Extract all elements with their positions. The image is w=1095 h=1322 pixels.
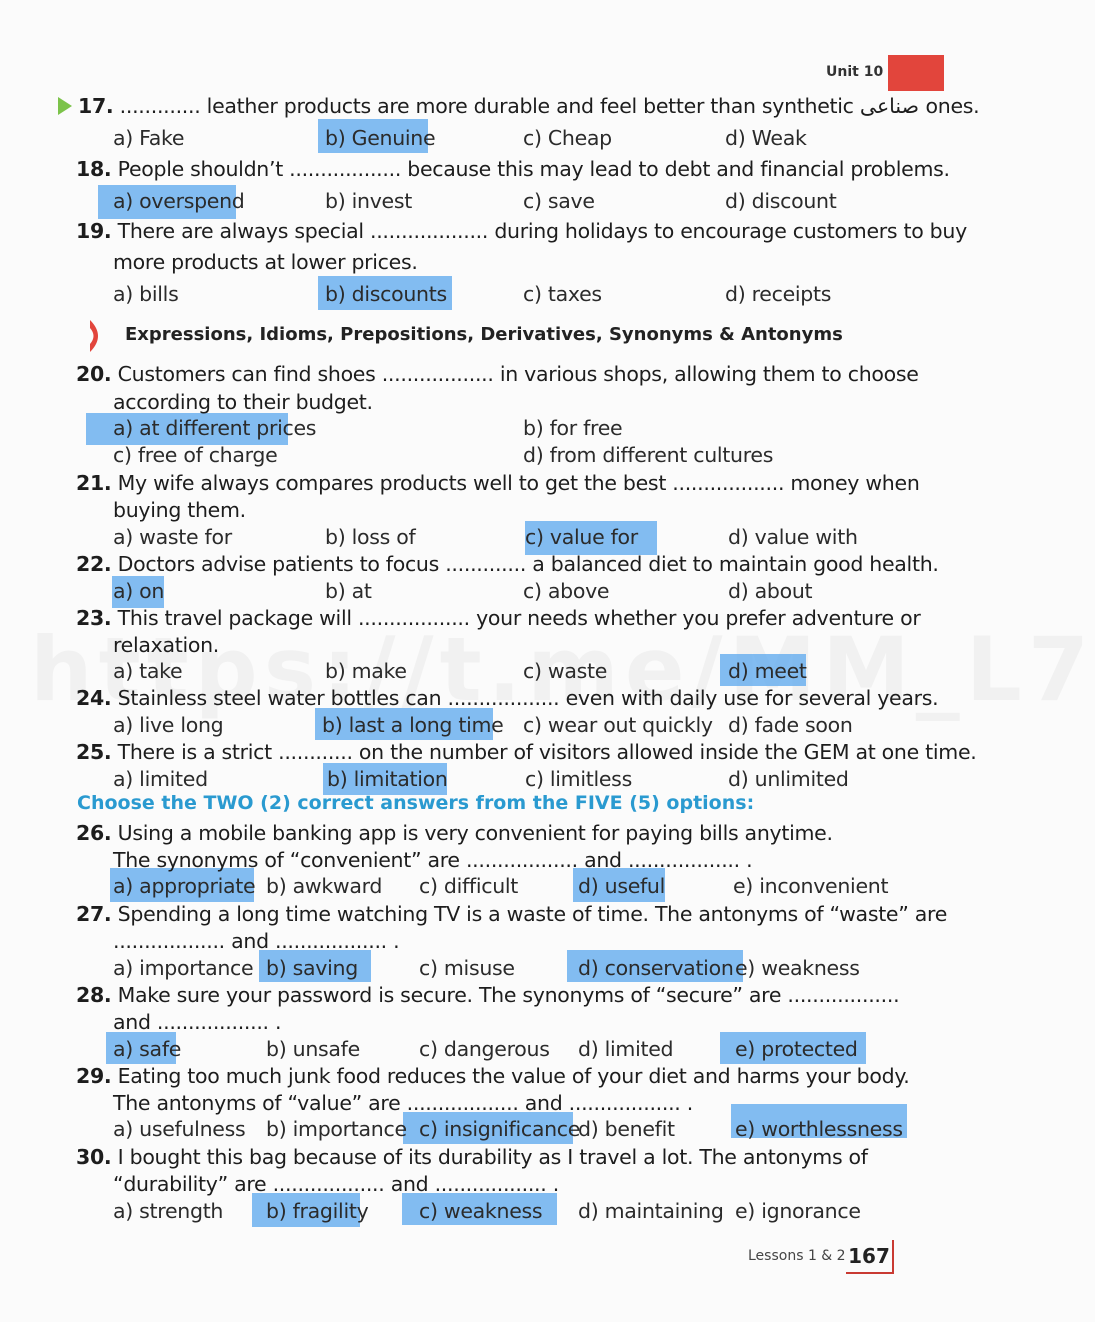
question-text: People shouldn’t .................. because this may lead to debt and financial problems. — [117, 157, 950, 181]
option-a: a) limited — [113, 767, 208, 791]
option-b: b) at — [325, 579, 372, 603]
option-a: a) overspend — [113, 189, 245, 213]
question-text-line2: more products at lower prices. — [113, 250, 418, 274]
option-c: c) misuse — [419, 956, 515, 980]
question-21 — [76, 471, 920, 495]
question-22 — [76, 552, 939, 576]
question-text: Spending a long time watching TV is a waste of time. The antonyms of “waste” are — [117, 902, 948, 926]
option-d: d) meet — [728, 659, 807, 683]
option-c: c) free of charge — [113, 443, 278, 467]
section-title: Expressions, Idioms, Prepositions, Derivatives, Synonyms & Antonyms — [125, 324, 843, 345]
option-a: a) Fake — [113, 126, 185, 150]
option-e: e) ignorance — [735, 1199, 861, 1223]
option-d: d) about — [728, 579, 813, 603]
option-a: a) on — [113, 579, 165, 603]
option-c: c) waste — [523, 659, 608, 683]
question-25 — [76, 740, 976, 764]
option-c: c) above — [523, 579, 610, 603]
option-b: b) discounts — [325, 282, 447, 306]
question-text: This travel package will .................. your needs whether you prefer adventure or — [117, 606, 921, 630]
option-a: a) appropriate — [113, 874, 256, 898]
section-bracket-icon — [88, 318, 106, 354]
option-d: d) maintaining — [578, 1199, 724, 1223]
option-a: a) waste for — [113, 525, 232, 549]
question-text: ............. leather products are more durable and feel better than synthetic صناعى ones. — [119, 94, 980, 118]
question-text-line2: The antonyms of “value” are .................. and .................. . — [113, 1091, 693, 1115]
option-a: a) take — [113, 659, 183, 683]
lessons-label: Lessons 1 & 2 — [748, 1248, 846, 1264]
option-b: b) unsafe — [266, 1037, 360, 1061]
question-text: Using a mobile banking app is very convenient for paying bills anytime. — [117, 821, 833, 845]
question-30 — [76, 1145, 868, 1169]
option-a: a) at different prices — [113, 416, 317, 440]
option-c: c) wear out quickly — [523, 713, 713, 737]
option-e: e) protected — [735, 1037, 858, 1061]
question-number: 29. — [76, 1064, 112, 1088]
unit-label: Unit 10 — [826, 64, 884, 80]
option-d: d) fade soon — [728, 713, 853, 737]
question-number: 28. — [76, 983, 112, 1007]
question-text-line2: relaxation. — [113, 633, 220, 657]
question-number: 25. — [76, 740, 112, 764]
option-b: b) last a long time — [322, 713, 504, 737]
question-29 — [76, 1064, 909, 1088]
question-number: 19. — [76, 219, 112, 243]
question-number: 30. — [76, 1145, 112, 1169]
choose-instruction: Choose the TWO (2) correct answers from the FIVE (5) options: — [77, 792, 755, 814]
option-a: a) importance — [113, 956, 254, 980]
option-c: c) value for — [525, 525, 638, 549]
question-text: There is a strict ............ on the number of visitors allowed inside the GEM at one time. — [117, 740, 977, 764]
option-d: d) conservation — [578, 956, 734, 980]
question-24 — [76, 686, 938, 710]
question-text-line2: buying them. — [113, 498, 246, 522]
question-28 — [76, 983, 899, 1007]
question-17 — [78, 94, 979, 118]
question-23 — [76, 606, 920, 630]
option-b: b) fragility — [266, 1199, 369, 1223]
option-d: d) limited — [578, 1037, 674, 1061]
option-b: b) importance — [266, 1117, 407, 1141]
option-a: a) safe — [113, 1037, 182, 1061]
option-b: b) for free — [523, 416, 623, 440]
option-c: c) difficult — [419, 874, 519, 898]
option-c: c) save — [523, 189, 595, 213]
play-arrow-icon — [58, 97, 72, 115]
option-d: d) unlimited — [728, 767, 849, 791]
question-27 — [76, 902, 947, 926]
option-b: b) saving — [266, 956, 358, 980]
option-e: e) inconvenient — [733, 874, 889, 898]
question-text-line2: .................. and .................. . — [113, 929, 400, 953]
question-text: Stainless steel water bottles can .................. even with daily use for several years. — [117, 686, 939, 710]
option-c: c) dangerous — [419, 1037, 550, 1061]
question-text: Make sure your password is secure. The synonyms of “secure” are .................. — [117, 983, 900, 1007]
question-20 — [76, 362, 919, 386]
question-text: Customers can find shoes .................. in various shops, allowing them to choose — [117, 362, 919, 386]
option-b: b) loss of — [325, 525, 416, 549]
question-number: 18. — [76, 157, 112, 181]
option-e: e) weakness — [735, 956, 860, 980]
question-text-line2: according to their budget. — [113, 390, 373, 414]
option-d: d) useful — [578, 874, 666, 898]
option-c: c) limitless — [525, 767, 632, 791]
question-text: There are always special ................... during holidays to encourage customers to buy — [117, 219, 967, 243]
option-d: d) discount — [725, 189, 837, 213]
question-number: 24. — [76, 686, 112, 710]
question-text: Eating too much junk food reduces the value of your diet and harms your body. — [117, 1064, 910, 1088]
option-a: a) usefulness — [113, 1117, 246, 1141]
question-number: 17. — [78, 94, 114, 118]
option-c: c) taxes — [523, 282, 602, 306]
question-number: 22. — [76, 552, 112, 576]
option-d: d) from different cultures — [523, 443, 774, 467]
page-number: 167 — [846, 1240, 894, 1274]
question-26 — [76, 821, 833, 845]
question-text: I bought this bag because of its durability as I travel a lot. The antonyms of — [117, 1145, 868, 1169]
question-text-line2: The synonyms of “convenient” are .................. and .................. . — [113, 848, 753, 872]
option-d: d) value with — [728, 525, 858, 549]
option-b: b) make — [325, 659, 407, 683]
question-18 — [76, 157, 950, 181]
option-a: a) strength — [113, 1199, 224, 1223]
question-text: Doctors advise patients to focus ............. a balanced diet to maintain good health. — [117, 552, 939, 576]
question-text: My wife always compares products well to get the best .................. money when — [117, 471, 920, 495]
option-a: a) bills — [113, 282, 179, 306]
question-number: 27. — [76, 902, 112, 926]
option-d: d) Weak — [725, 126, 807, 150]
option-b: b) limitation — [327, 767, 448, 791]
option-a: a) live long — [113, 713, 224, 737]
option-b: b) awkward — [266, 874, 383, 898]
option-d: d) benefit — [578, 1117, 675, 1141]
option-c: c) insignificance — [419, 1117, 581, 1141]
question-number: 20. — [76, 362, 112, 386]
question-text-line2: and .................. . — [113, 1010, 282, 1034]
question-19 — [76, 219, 967, 243]
question-number: 26. — [76, 821, 112, 845]
question-number: 23. — [76, 606, 112, 630]
question-text-line2: “durability” are .................. and .................. . — [113, 1172, 559, 1196]
option-d: d) receipts — [725, 282, 832, 306]
option-c: c) weakness — [419, 1199, 543, 1223]
option-b: b) Genuine — [325, 126, 436, 150]
option-c: c) Cheap — [523, 126, 612, 150]
question-number: 21. — [76, 471, 112, 495]
unit-color-tab — [888, 55, 944, 91]
option-e: e) worthlessness — [735, 1117, 903, 1141]
option-b: b) invest — [325, 189, 412, 213]
